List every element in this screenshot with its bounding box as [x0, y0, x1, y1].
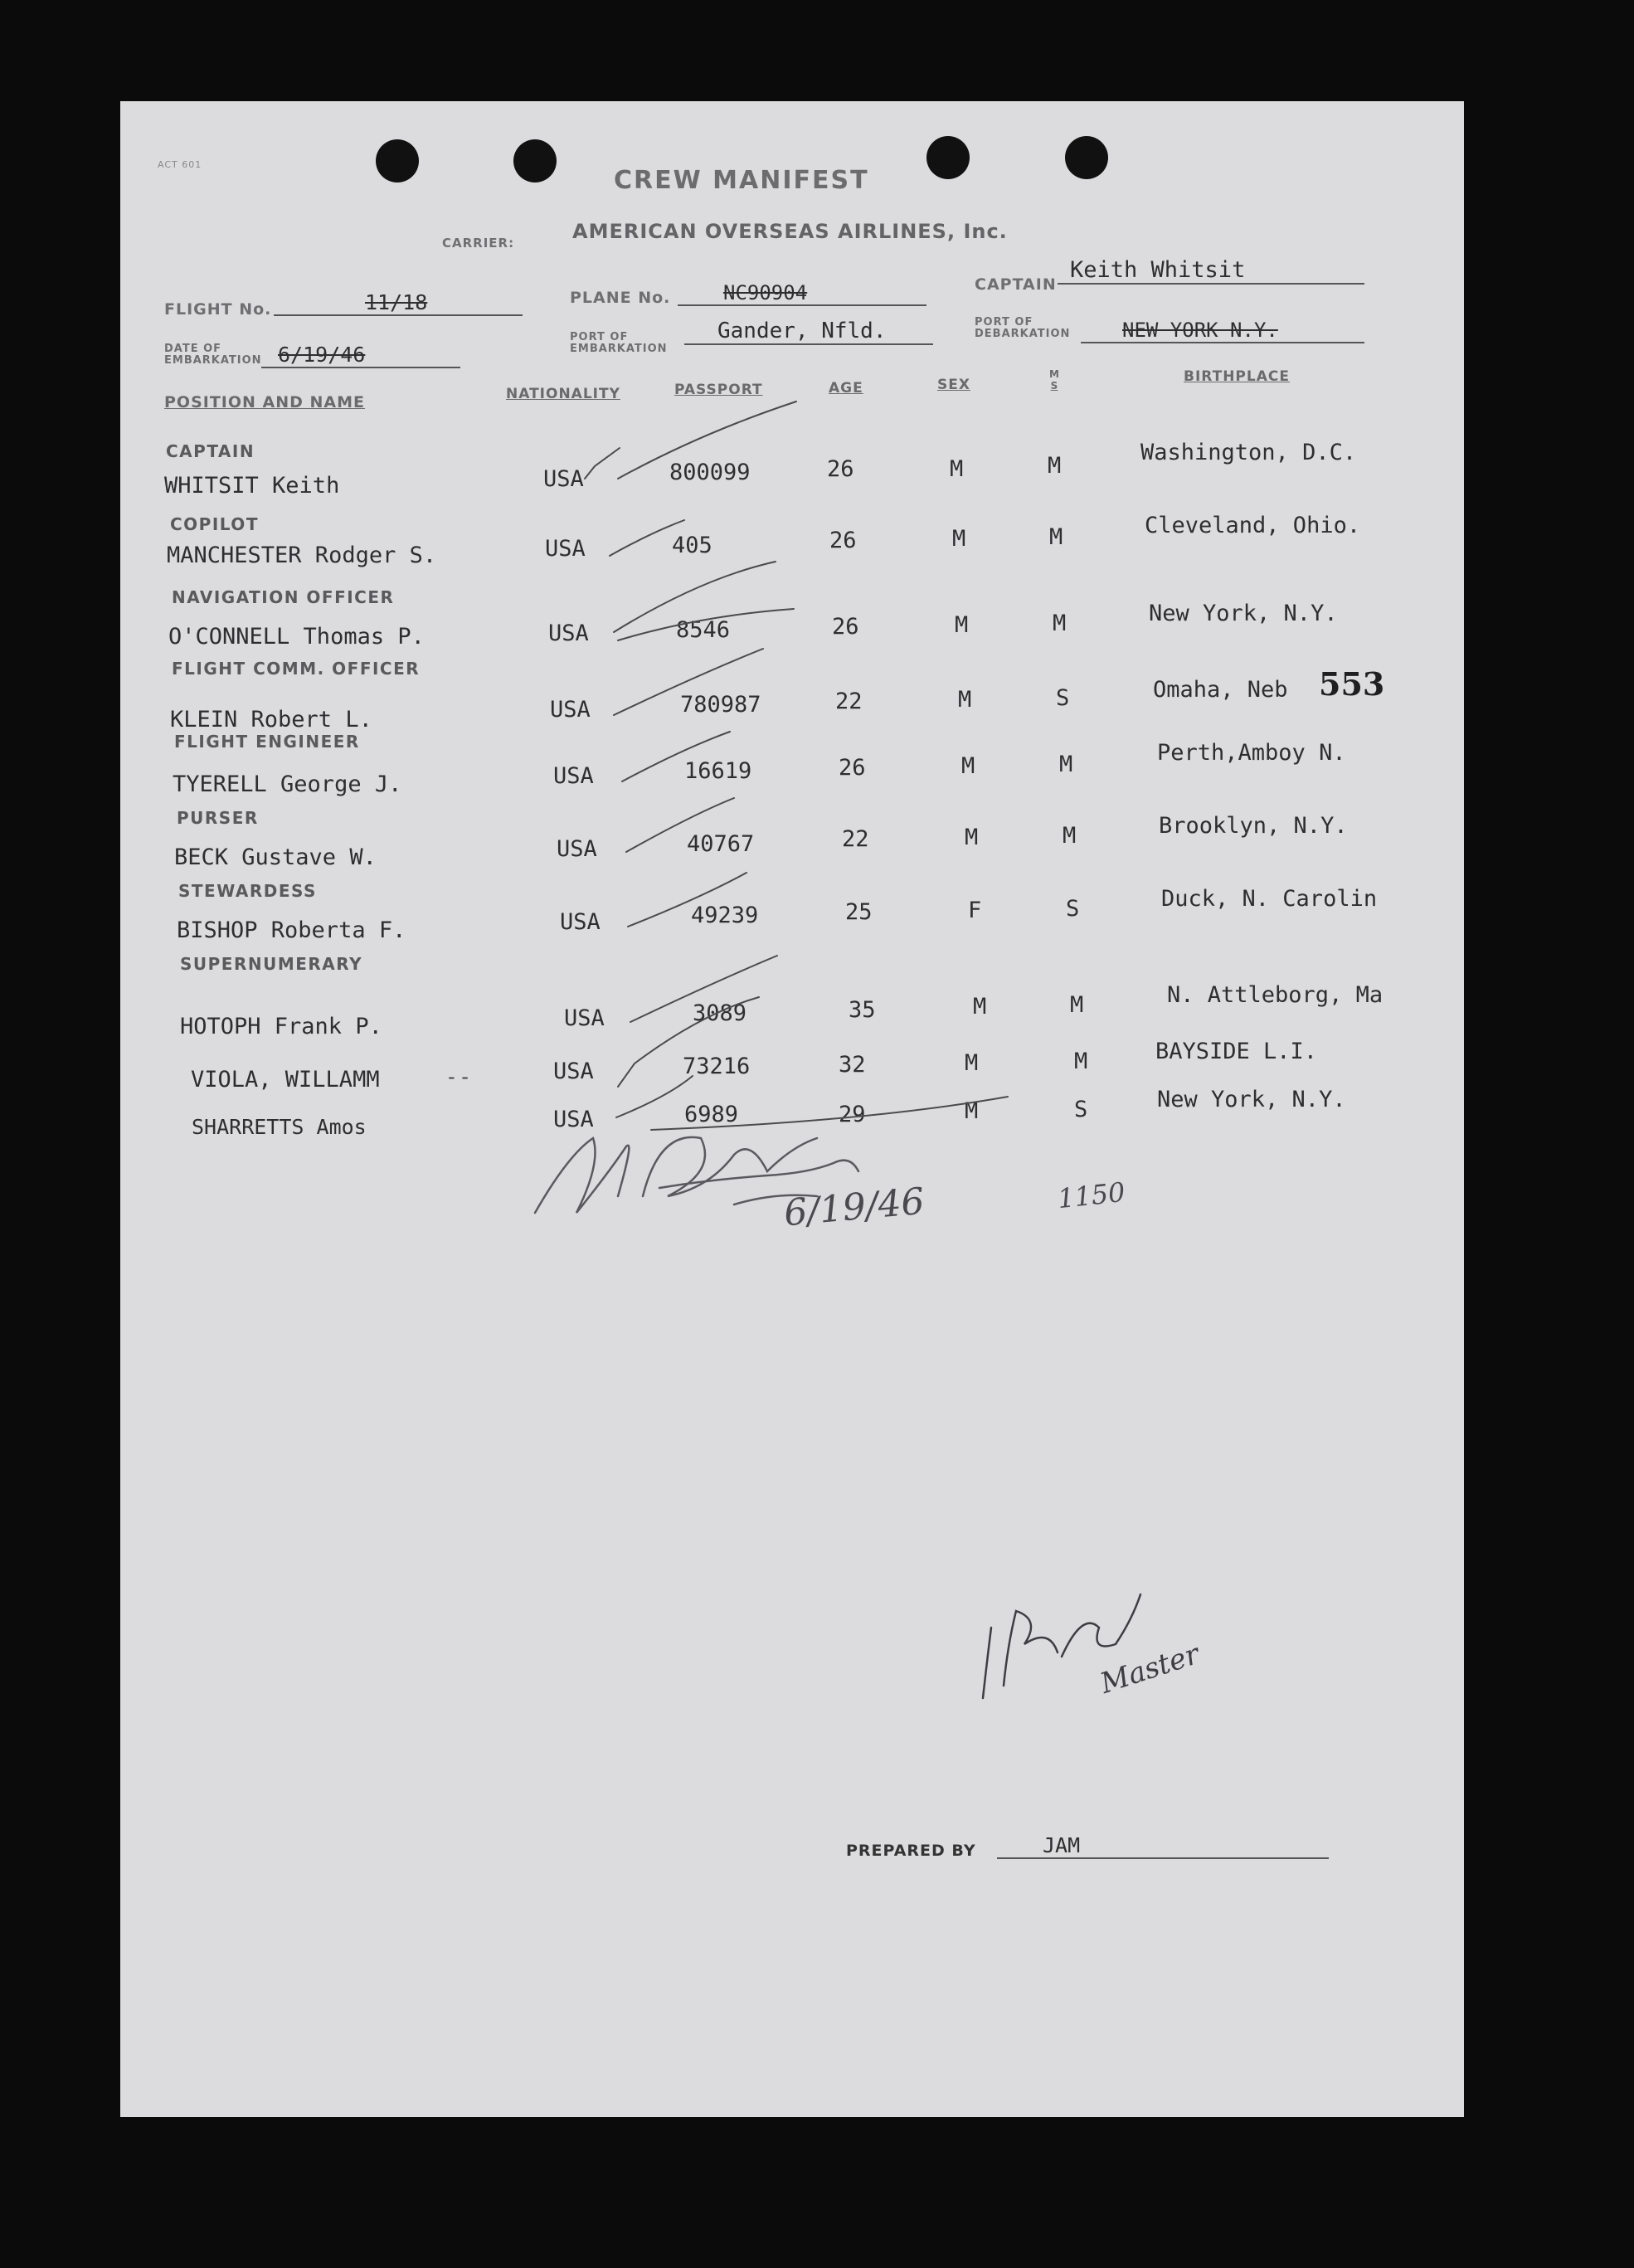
- crew-age: 32: [839, 1052, 866, 1078]
- form-code: ACT 601: [158, 159, 202, 170]
- crew-nationality: USA: [545, 536, 586, 562]
- col-position: POSITION AND NAME: [164, 393, 366, 411]
- port-emb-label-2: EMBARKATION: [570, 343, 668, 355]
- crew-sex: M: [973, 994, 987, 1020]
- crew-name: TYERELL George J.: [173, 771, 402, 797]
- crew-birthplace: N. Attleborg, Ma: [1167, 982, 1384, 1008]
- plane-label: PLANE No.: [570, 289, 671, 307]
- crew-role: FLIGHT COMM. OFFICER: [172, 659, 421, 679]
- crew-nationality: USA: [548, 621, 589, 646]
- captain-label: CAPTAIN: [975, 275, 1057, 294]
- crew-nationality: USA: [550, 697, 591, 723]
- col-age: AGE: [829, 380, 863, 397]
- col-passport: PASSPORT: [674, 382, 763, 398]
- crew-name: HOTOPH Frank P.: [180, 1014, 382, 1039]
- date-label-1: DATE OF: [164, 343, 222, 355]
- port-deb-label-1: PORT OF: [975, 316, 1033, 329]
- date-value: 6/19/46: [261, 343, 460, 368]
- col-birthplace: BIRTHPLACE: [1184, 368, 1290, 385]
- crew-birthplace: Washington, D.C.: [1140, 440, 1357, 465]
- flight-value: 11/18: [274, 290, 523, 316]
- crew-birthplace: Perth,Amboy N.: [1157, 740, 1346, 766]
- plane-value: NC90904: [678, 281, 926, 306]
- crew-ms: M: [1070, 992, 1084, 1018]
- stamp-number: 553: [1319, 665, 1385, 703]
- crew-name: WHITSIT Keith: [164, 473, 340, 499]
- crew-ms: M: [1059, 752, 1073, 777]
- crew-nationality: USA: [564, 1005, 605, 1031]
- crew-name: KLEIN Robert L.: [170, 707, 372, 732]
- crew-sex: M: [965, 825, 979, 850]
- crew-nationality: USA: [553, 1107, 594, 1132]
- crew-name: VIOLA, WILLAMM: [191, 1067, 380, 1093]
- master-note: Master: [1096, 1638, 1204, 1701]
- crew-ms: M: [1063, 823, 1077, 849]
- crew-birthplace: Omaha, Neb: [1153, 677, 1288, 703]
- crew-age: 26: [827, 456, 854, 482]
- port-deb-label-2: DEBARKATION: [975, 328, 1071, 340]
- crew-birthplace: BAYSIDE L.I.: [1155, 1039, 1318, 1064]
- crew-role: STEWARDESS: [178, 881, 317, 901]
- crew-name: SHARRETTS Amos: [192, 1115, 367, 1139]
- crew-ms: M: [1048, 453, 1062, 479]
- crew-ms: S: [1066, 896, 1080, 922]
- crew-age: 22: [835, 689, 863, 714]
- col-ms-top: M: [1049, 368, 1059, 380]
- crew-nationality: USA: [553, 1059, 594, 1084]
- crew-passport: 3089: [693, 1000, 747, 1026]
- crew-passport: 16619: [684, 758, 752, 784]
- crew-passport: 8546: [676, 617, 731, 643]
- page-title: CREW MANIFEST: [614, 166, 869, 195]
- carrier-name: AMERICAN OVERSEAS AIRLINES, Inc.: [572, 220, 1008, 243]
- crew-age: 22: [842, 826, 869, 852]
- crew-age: 26: [829, 528, 857, 553]
- crew-sex: M: [965, 1098, 979, 1124]
- crew-ms: M: [1074, 1049, 1088, 1074]
- crew-role: SUPERNUMERARY: [180, 954, 363, 974]
- prepared-label: PREPARED BY: [846, 1842, 976, 1860]
- crew-sex: M: [961, 753, 975, 779]
- crew-birthplace: New York, N.Y.: [1149, 601, 1338, 626]
- crew-role: CAPTAIN: [166, 441, 255, 461]
- crew-birthplace: New York, N.Y.: [1157, 1087, 1346, 1112]
- crew-nationality: USA: [553, 763, 594, 789]
- crew-sex: F: [968, 898, 982, 923]
- crew-age: 26: [832, 614, 859, 640]
- crew-sex: M: [950, 456, 964, 482]
- col-ms-bottom: S: [1050, 380, 1058, 392]
- crew-passport: 800099: [669, 460, 751, 485]
- crew-passport: 40767: [687, 831, 755, 857]
- crew-nationality: USA: [543, 466, 584, 492]
- crew-role: FLIGHT ENGINEER: [174, 732, 360, 752]
- crew-passport: 49239: [691, 903, 759, 928]
- crew-age: 29: [839, 1102, 866, 1127]
- carrier-label: CARRIER:: [442, 236, 515, 251]
- crew-birthplace: Cleveland, Ohio.: [1145, 513, 1361, 538]
- crew-ms: M: [1049, 524, 1063, 550]
- crew-sex: M: [955, 612, 969, 638]
- date-label-2: EMBARKATION: [164, 354, 262, 367]
- dash-mark: - -: [448, 1065, 469, 1088]
- crew-passport: 6989: [684, 1102, 739, 1127]
- crew-name: BECK Gustave W.: [174, 844, 377, 870]
- crew-ms: M: [1053, 611, 1067, 636]
- crew-role: COPILOT: [170, 514, 259, 534]
- crew-passport: 73216: [683, 1054, 751, 1079]
- crew-name: O'CONNELL Thomas P.: [168, 624, 425, 650]
- crew-role: NAVIGATION OFFICER: [172, 587, 395, 607]
- crew-role: PURSER: [177, 808, 259, 828]
- crew-nationality: USA: [557, 836, 597, 862]
- crew-nationality: USA: [560, 909, 601, 935]
- crew-ms: S: [1074, 1097, 1088, 1122]
- captain-value: Keith Whitsit: [1058, 257, 1364, 285]
- crew-sex: M: [965, 1050, 979, 1076]
- manifest-page: [120, 101, 1464, 2117]
- crew-name: BISHOP Roberta F.: [177, 917, 406, 943]
- crew-name: MANCHESTER Rodger S.: [167, 543, 437, 568]
- crew-passport: 405: [672, 533, 712, 558]
- crew-age: 25: [845, 899, 873, 925]
- crew-sex: M: [958, 687, 972, 713]
- master-signature: [966, 1578, 1174, 1711]
- prepared-value: JAM: [997, 1833, 1329, 1859]
- crew-birthplace: Duck, N. Carolin: [1161, 886, 1378, 912]
- crew-age: 26: [839, 755, 866, 781]
- crew-birthplace: Brooklyn, N.Y.: [1159, 813, 1348, 839]
- crew-passport: 780987: [680, 692, 761, 718]
- crew-age: 35: [849, 997, 876, 1023]
- col-sex: SEX: [937, 377, 970, 393]
- officer-time: 1150: [1056, 1175, 1127, 1215]
- check-marks: [120, 101, 1464, 1180]
- crew-sex: M: [952, 526, 966, 552]
- port-emb-label-1: PORT OF: [570, 331, 629, 343]
- port-emb-value: Gander, Nfld.: [684, 319, 933, 345]
- officer-date: 6/19/46: [782, 1180, 926, 1235]
- flight-label: FLIGHT No.: [164, 300, 272, 319]
- crew-ms: S: [1056, 685, 1070, 711]
- port-deb-value: NEW YORK N.Y.: [1081, 319, 1364, 343]
- col-nationality: NATIONALITY: [506, 386, 620, 402]
